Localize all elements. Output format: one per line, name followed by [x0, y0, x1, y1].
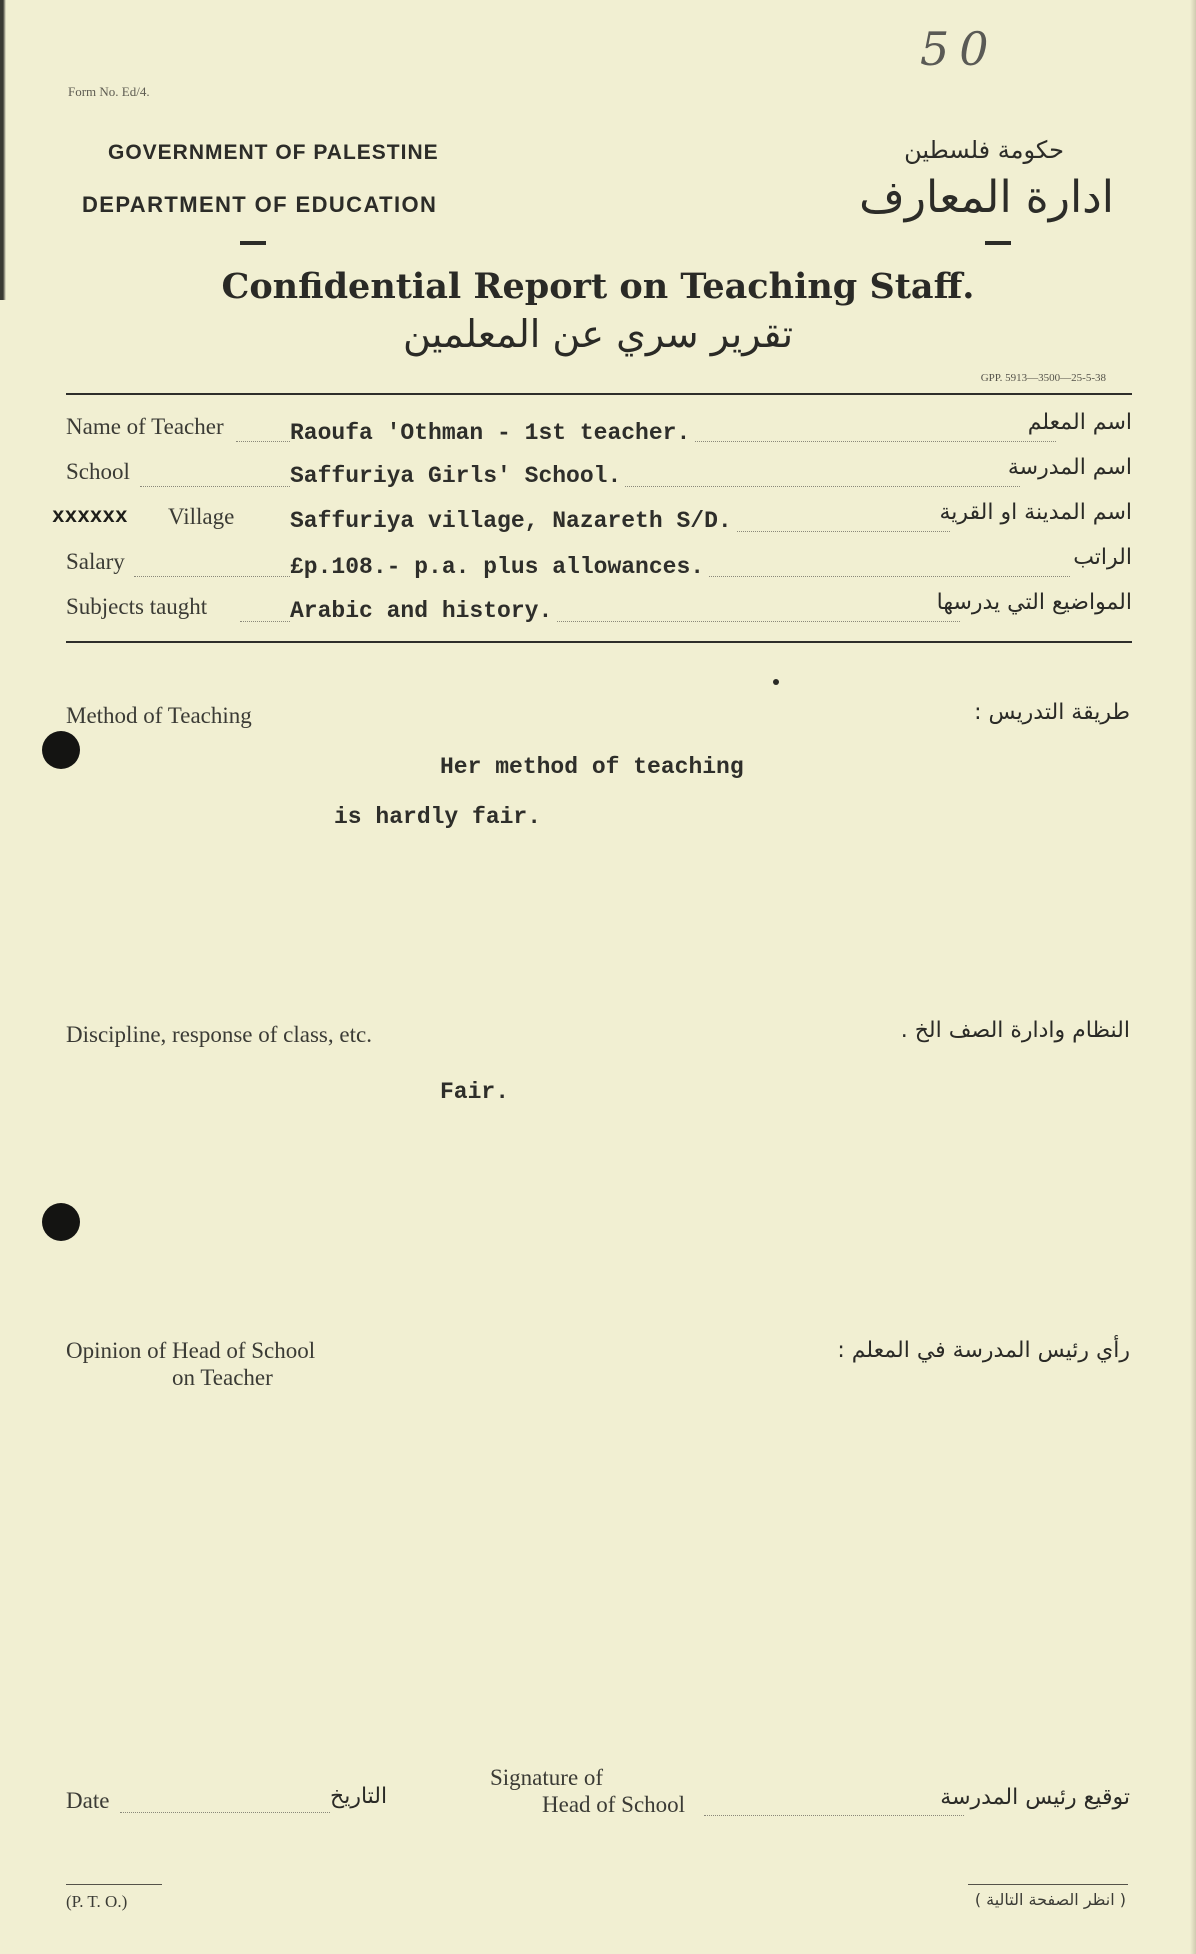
method-of-teaching-label-ar: طريقة التدريس : [974, 700, 1130, 725]
opinion-label-en-line1: Opinion of Head of School [66, 1338, 316, 1363]
form-number: Form No. Ed/4. [68, 84, 150, 99]
scan-left-edge [0, 0, 10, 300]
field-label-en: School [66, 459, 130, 484]
struck-out-text: xxxxxx [52, 506, 128, 529]
field-label-ar: الراتب [1073, 545, 1132, 570]
field-value: Raoufa 'Othman - 1st teacher. [290, 420, 694, 446]
report-title-en: Confidential Report on Teaching Staff. [221, 266, 975, 307]
binder-hole-bottom [42, 1203, 80, 1241]
date-dotted-line [120, 1812, 330, 1813]
header-dash-right [985, 241, 1011, 245]
field-label-en: Salary [66, 549, 125, 574]
date-label-ar: التاريخ [330, 1784, 388, 1809]
top-rule [66, 393, 1132, 395]
method-of-teaching-text-line2: is hardly fair. [334, 804, 542, 830]
signature-label-line1: Signature of [490, 1765, 604, 1790]
fields-bottom-rule [66, 641, 1132, 643]
pto-ar: ( انظر الصفحة التالية ) [974, 1890, 1126, 1909]
government-heading-en: GOVERNMENT OF PALESTINE [108, 141, 439, 164]
discipline-label-ar: النظام وادارة الصف الخ . [900, 1018, 1130, 1043]
department-heading-ar: ادارة المعارف [859, 172, 1114, 223]
signature-dotted-line [704, 1815, 964, 1816]
field-label-ar: اسم المدينة او القرية [939, 500, 1132, 525]
discipline-text: Fair. [440, 1079, 510, 1105]
printer-code: GPP. 5913—3500—25-5-38 [980, 372, 1106, 384]
field-label-en: Village [168, 504, 235, 529]
field-value: Arabic and history. [290, 598, 556, 624]
field-value: Saffuriya village, Nazareth S/D. [290, 508, 736, 534]
report-title-ar: تقرير سري عن المعلمين [402, 312, 794, 356]
signature-label-line2: Head of School [542, 1792, 686, 1817]
method-of-teaching-label-en: Method of Teaching [66, 703, 252, 728]
field-label-en: Subjects taught [66, 594, 208, 619]
field-label-ar: اسم المدرسة [1007, 455, 1132, 480]
header-dash-left [240, 241, 266, 245]
signature-label-ar: توقيع رئيس المدرسة [940, 1785, 1130, 1810]
field-label-en: Name of Teacher [66, 414, 224, 439]
opinion-label-en-line2: on Teacher [172, 1365, 273, 1390]
method-of-teaching-text-line1: Her method of teaching [440, 754, 744, 780]
field-label-ar: اسم المعلم [1027, 410, 1132, 435]
handwritten-page-number: 50 [920, 22, 999, 76]
date-label-en: Date [66, 1788, 110, 1813]
government-heading-ar: حكومة فلسطين [904, 136, 1064, 164]
field-label-ar: المواضيع التي يدرسها [936, 590, 1132, 615]
pto-en: (P. T. O.) [66, 1892, 128, 1911]
footer-rule-right [968, 1884, 1128, 1885]
department-heading-en: DEPARTMENT OF EDUCATION [82, 192, 438, 217]
binder-hole-top [42, 731, 80, 769]
footer-rule-left [66, 1884, 162, 1885]
discipline-label-en: Discipline, response of class, etc. [66, 1022, 372, 1047]
field-value: Saffuriya Girls' School. [290, 463, 625, 489]
field-value: £p.108.- p.a. plus allowances. [290, 554, 708, 580]
opinion-label-ar: رأي رئيس المدرسة في المعلم : [837, 1338, 1130, 1363]
ink-speck [773, 679, 779, 685]
